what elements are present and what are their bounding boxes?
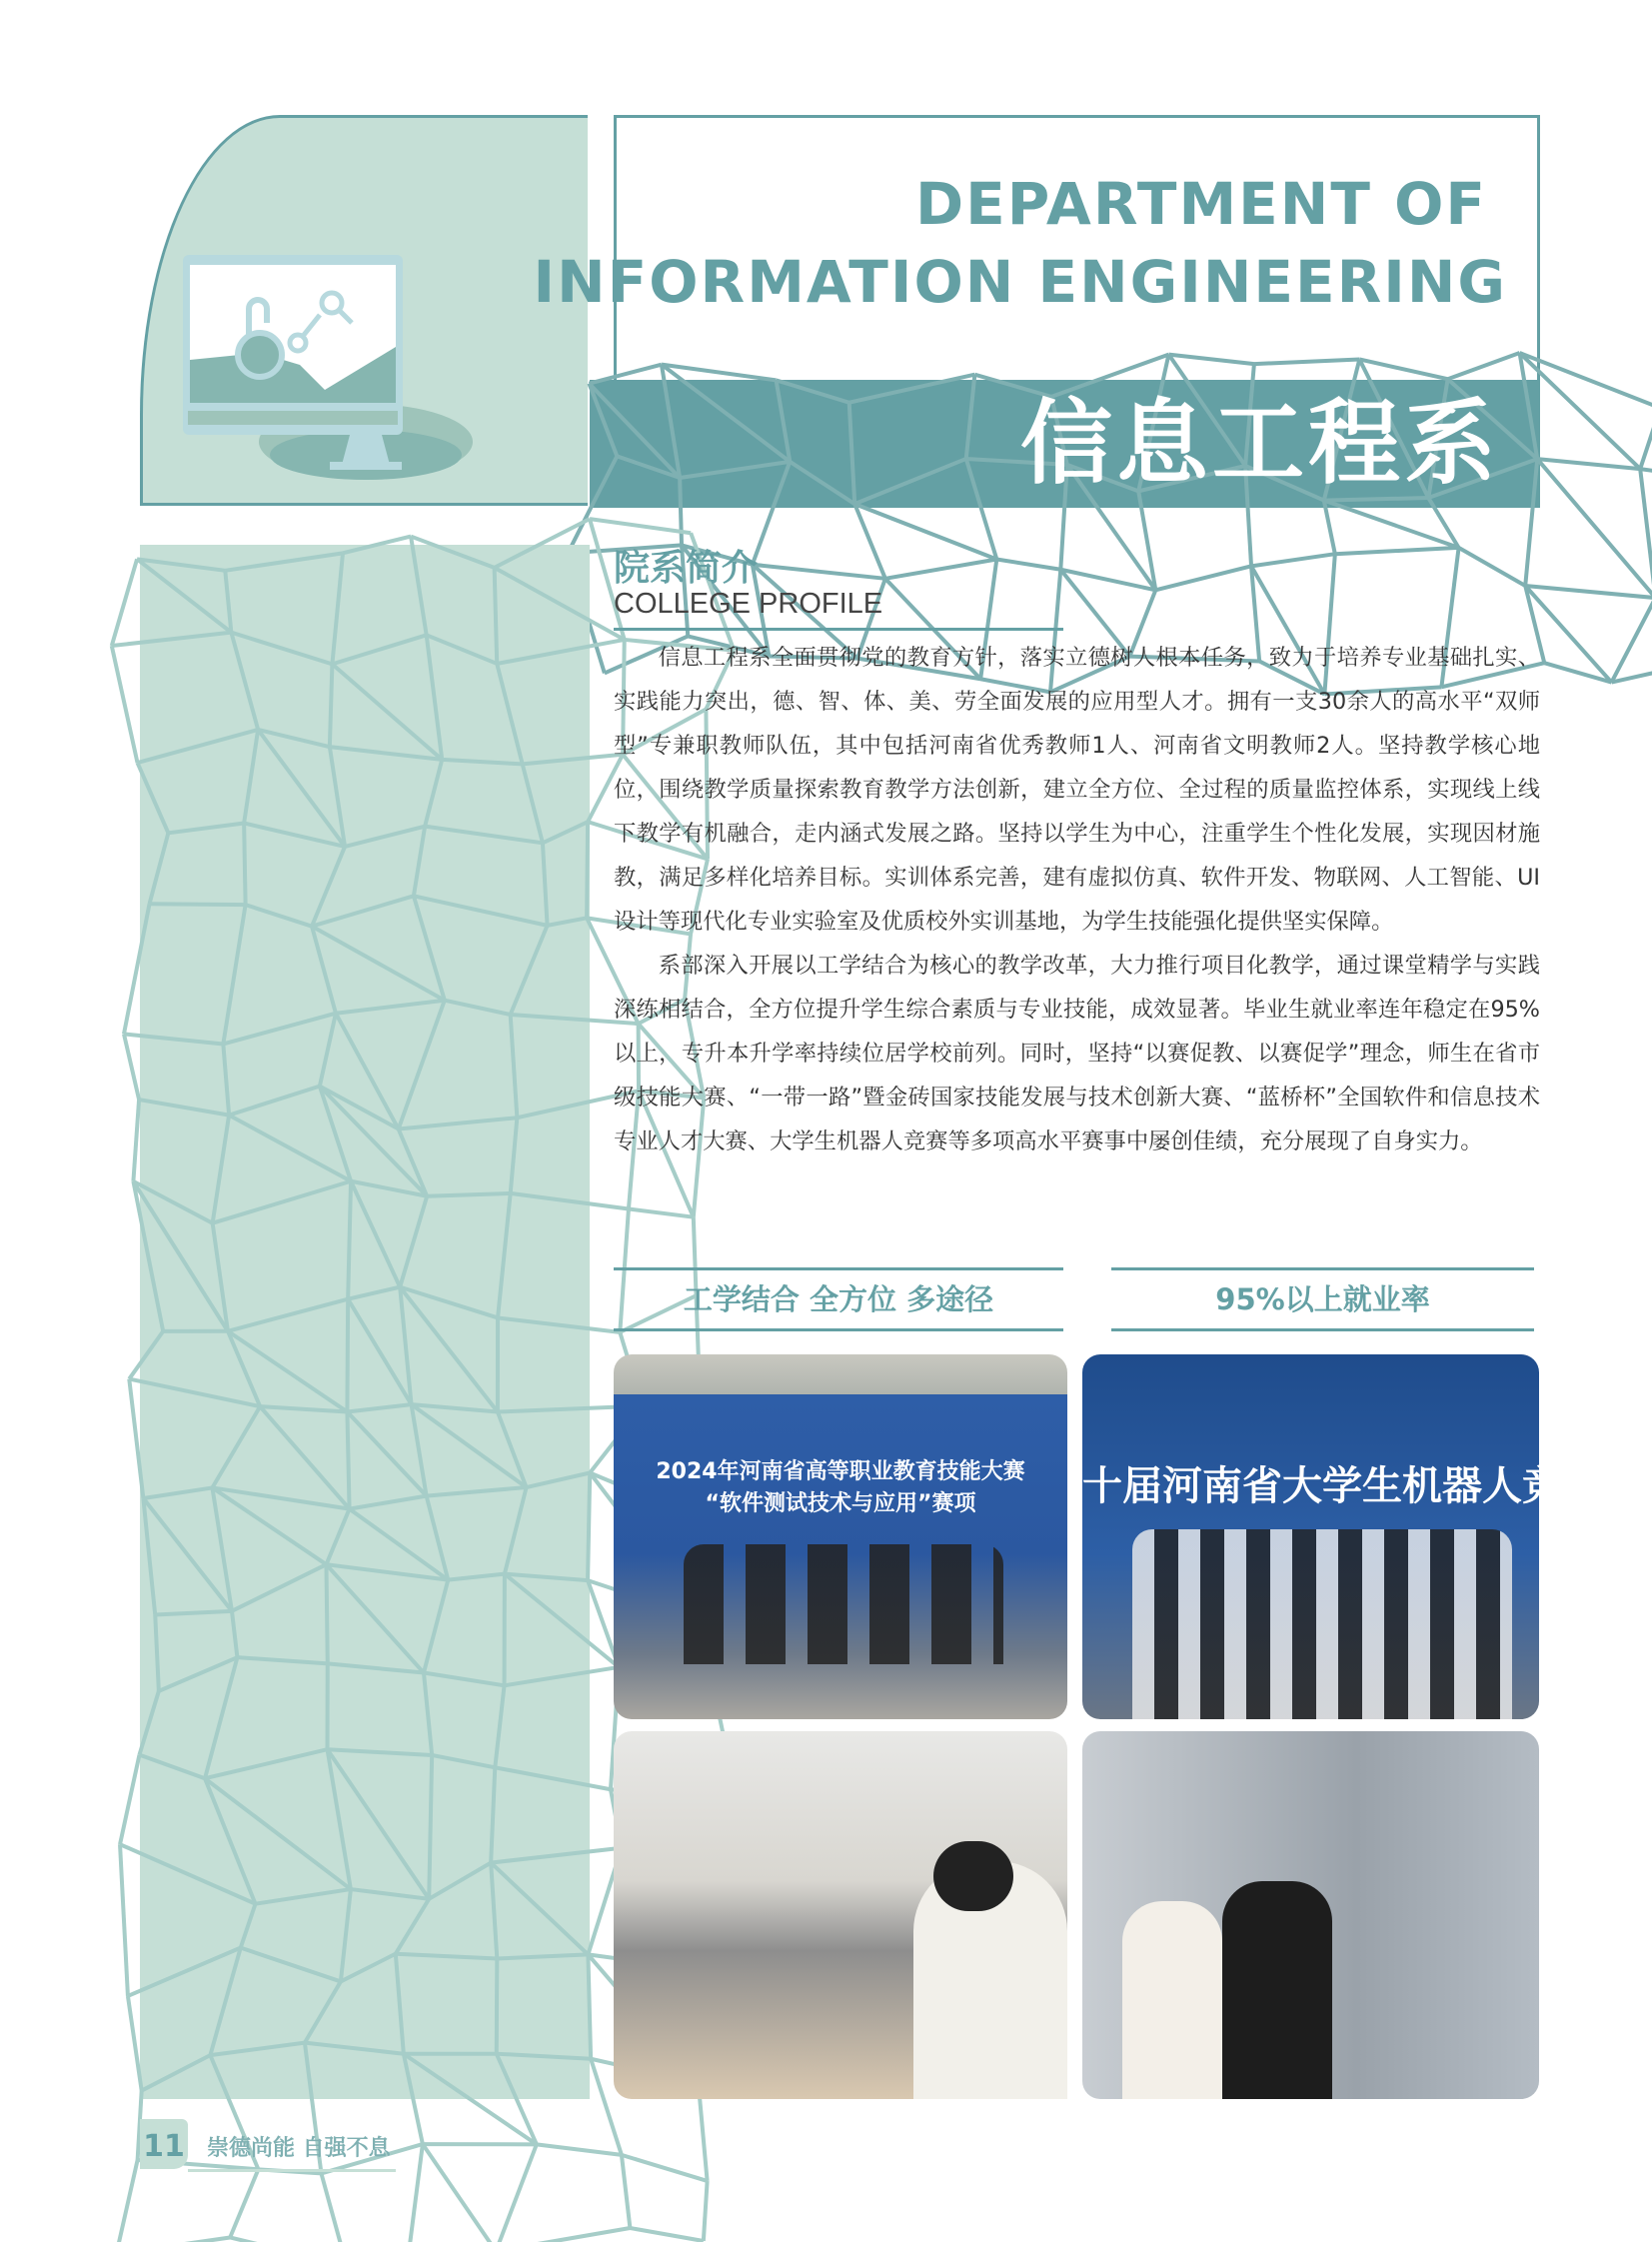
pattern-line: [244, 823, 245, 905]
pattern-line: [129, 1331, 163, 1379]
pattern-line: [142, 2055, 211, 2090]
pattern-line: [399, 1001, 445, 1129]
pattern-line: [427, 635, 498, 664]
section-subtitle: COLLEGE PROFILE: [614, 588, 883, 620]
pattern-line: [150, 904, 246, 905]
pattern-line: [351, 1181, 400, 1287]
pattern-line: [326, 1564, 327, 1663]
pattern-line: [429, 1755, 432, 1899]
pattern-line: [348, 1287, 400, 1299]
pattern-line: [423, 2144, 496, 2242]
pattern-line: [424, 1580, 448, 1673]
pattern-line: [213, 1116, 229, 1223]
pattern-line: [139, 1691, 158, 1755]
pattern-line: [143, 1487, 212, 1498]
pattern-line: [129, 1379, 143, 1498]
pattern-line: [112, 633, 232, 646]
pattern-line: [588, 1472, 590, 1580]
pattern-line: [400, 1196, 427, 1287]
pattern-line: [347, 1411, 349, 1508]
photo-exhibition-wall: [1082, 1731, 1539, 2099]
pattern-line: [548, 918, 588, 926]
pattern-line: [790, 462, 854, 504]
pattern-line: [230, 2169, 258, 2237]
pattern-line: [753, 462, 790, 565]
pattern-line: [1251, 554, 1335, 566]
pattern-line: [328, 1749, 351, 1889]
pattern-line: [680, 478, 682, 545]
pattern-line: [1537, 459, 1652, 598]
pattern-line: [213, 1181, 351, 1223]
pattern-line: [205, 1749, 328, 1778]
pattern-line: [777, 380, 849, 402]
pattern-line: [498, 1317, 620, 1331]
paragraph: 信息工程系全面贯彻党的教育方针，落实立德树人根本任务，致力于培养专业基础扎实、实践能力突出，德、智、体、美、劳全面发展的应用型人才。拥有一支30余人的高水平“双师型”专兼职教师队伍，其中包括河南省优秀教师1人、河南省文明教师2人。坚持教学核心地位，围绕教学质量探索教育教学方法创新，建立全方位、全过程的质量监控体系，实现线上线下教学有机融合，走内涵式发展之路。坚持以学生为中心，注重学生个性化发展，实现因材施教，满足多样化培养目标。实训体系完善，建有虚拟仿真、软件开发、物联网、人工智能、UI设计等现代化专业实验室及优质校外实训基地，为学生技能强化提供坚实保障。: [614, 645, 1540, 935]
pattern-line: [312, 847, 345, 927]
pattern-line: [996, 559, 1060, 569]
pattern-line: [680, 462, 790, 478]
pattern-line: [1525, 586, 1652, 598]
pattern-line: [1537, 459, 1640, 469]
photo-competition-software-testing: [614, 1354, 1067, 1719]
photo-computer-lab: [614, 1731, 1067, 2099]
pattern-line: [225, 571, 231, 633]
pattern-line: [225, 553, 343, 570]
pattern-line: [496, 2228, 630, 2242]
pattern-line: [210, 2043, 305, 2056]
pattern-line: [523, 764, 543, 843]
title-en-line1: DEPARTMENT OF: [914, 170, 1487, 238]
pattern-line: [168, 823, 244, 833]
pattern-line: [404, 2054, 423, 2144]
pattern-line: [138, 763, 169, 833]
pattern-line: [341, 1954, 396, 1982]
photo-banner-text: “软件测试技术与应用”赛项: [705, 1491, 976, 1516]
pattern-line: [1525, 459, 1537, 586]
title-en-line2: INFORMATION ENGINEERING: [533, 248, 1507, 316]
pattern-line: [629, 1209, 694, 1217]
pattern-line: [232, 1564, 326, 1611]
pattern-line: [399, 1128, 428, 1195]
pattern-line: [427, 635, 443, 760]
pattern-line: [1640, 408, 1652, 469]
pattern-line: [414, 827, 425, 897]
title-cn: 信息工程系: [1019, 390, 1500, 497]
pattern-line: [350, 1496, 427, 1509]
pattern-line: [425, 827, 543, 844]
pattern-line: [112, 559, 137, 646]
pattern-line: [498, 1193, 511, 1318]
pattern-line: [143, 1498, 155, 1614]
pattern-line: [255, 1889, 350, 1904]
pattern-line: [885, 559, 996, 578]
pattern-line: [704, 2181, 708, 2241]
pattern-line: [495, 568, 498, 664]
pattern-line: [124, 1034, 223, 1044]
pattern-line: [587, 822, 588, 918]
pattern-line: [155, 1611, 232, 1615]
pattern-line: [128, 1948, 241, 1996]
pattern-line: [345, 827, 425, 847]
pattern-line: [159, 1657, 238, 1691]
pattern-line: [330, 664, 333, 747]
pattern-line: [321, 2173, 346, 2242]
pattern-line: [231, 633, 332, 665]
pattern-line: [128, 1996, 142, 2091]
pattern-line: [432, 1755, 495, 1767]
pattern-line: [630, 2228, 703, 2241]
pattern-line: [497, 1959, 498, 2054]
pattern-line: [332, 553, 343, 664]
pattern-line: [312, 896, 414, 926]
pattern-line: [505, 1574, 588, 1580]
pattern-line: [328, 1663, 424, 1672]
pattern-line: [120, 1844, 128, 1996]
pattern-line: [124, 904, 150, 1034]
header-title-box: [533, 115, 1540, 380]
pattern-line: [622, 2155, 631, 2228]
pattern-line: [527, 1472, 591, 1487]
pattern-line: [543, 822, 588, 843]
pattern-line: [138, 730, 259, 763]
pattern-line: [424, 1673, 432, 1755]
pattern-line: [523, 755, 623, 765]
pattern-line: [237, 1657, 327, 1663]
pattern-line: [448, 1574, 505, 1580]
pattern-line: [124, 1034, 139, 1100]
pattern-line: [232, 1611, 237, 1657]
pattern-line: [543, 843, 548, 926]
pattern-line: [260, 1406, 347, 1411]
pattern-line: [1612, 598, 1652, 682]
pattern-line: [412, 1404, 498, 1411]
pattern-line: [1155, 566, 1251, 590]
pattern-line: [229, 1087, 320, 1116]
pattern-line: [230, 2237, 347, 2242]
pattern-line: [400, 1287, 498, 1318]
pattern-line: [442, 760, 522, 765]
pattern-line: [425, 760, 442, 827]
pattern-line: [244, 730, 258, 824]
pattern-line: [213, 1223, 228, 1331]
pattern-line: [116, 2160, 137, 2242]
photo-banner-text: 2024年河南省高等职业教育技能大赛: [656, 1459, 1025, 1484]
pattern-line: [348, 1181, 351, 1299]
pattern-line: [210, 1948, 240, 2056]
pattern-line: [588, 1954, 591, 2058]
pattern-line: [231, 633, 258, 730]
pattern-line: [411, 537, 427, 636]
highlight-right: 95%以上就业率: [1111, 1267, 1534, 1331]
pattern-line: [1520, 353, 1652, 408]
pattern-line: [511, 926, 548, 1015]
pattern-line: [1640, 469, 1652, 598]
pattern-line: [429, 1863, 491, 1899]
pattern-line: [537, 2144, 622, 2155]
pattern-line: [495, 1767, 611, 1789]
pattern-line: [497, 664, 522, 764]
pattern-line: [505, 1487, 527, 1574]
pattern-line: [347, 1299, 348, 1412]
pattern-line: [400, 1287, 498, 1412]
pattern-line: [497, 2054, 591, 2059]
pattern-line: [414, 896, 548, 926]
pattern-line: [330, 747, 442, 760]
pattern-line: [491, 1767, 495, 1862]
pattern-line: [495, 519, 590, 568]
pattern-line: [223, 1014, 336, 1045]
side-pattern-panel: [140, 545, 590, 2099]
pattern-line: [511, 1015, 518, 1118]
pattern-line: [241, 1904, 256, 1948]
pattern-line: [332, 664, 442, 760]
pattern-line: [511, 1118, 518, 1193]
pattern-line: [491, 1863, 497, 1959]
pattern-line: [341, 1889, 351, 1981]
pattern-line: [260, 1406, 349, 1508]
pattern-line: [155, 1614, 159, 1690]
section-divider: [614, 628, 1063, 631]
pattern-line: [326, 1564, 423, 1672]
pattern-line: [427, 1193, 510, 1196]
profile-body: [614, 636, 1540, 1163]
pattern-line: [424, 1673, 505, 1686]
pattern-line: [223, 1044, 229, 1115]
pattern-line: [396, 1899, 429, 1954]
pattern-line: [511, 1193, 629, 1209]
pattern-line: [326, 1509, 349, 1565]
pattern-line: [150, 833, 169, 904]
pattern-line: [505, 1667, 620, 1685]
pattern-line: [396, 1954, 498, 1959]
pattern-line: [407, 2144, 423, 2242]
pattern-line: [120, 1755, 139, 1845]
monitor-data-analysis-icon: [140, 115, 588, 506]
pattern-line: [328, 1749, 433, 1755]
pattern-line: [241, 1948, 341, 1982]
pattern-line: [112, 646, 138, 763]
pattern-line: [351, 1889, 429, 1899]
pattern-line: [396, 1954, 404, 2054]
pattern-line: [223, 905, 245, 1044]
crackle-pattern: [140, 545, 590, 2099]
pattern-line: [966, 375, 975, 459]
pattern-line: [336, 1001, 445, 1014]
pattern-line: [854, 459, 966, 504]
pattern-line: [305, 2043, 404, 2054]
pattern-line: [1335, 548, 1459, 554]
pattern-line: [1459, 548, 1526, 586]
pattern-line: [139, 1755, 205, 1779]
pattern-line: [399, 1118, 518, 1128]
pattern-line: [212, 1487, 326, 1564]
pattern-line: [849, 403, 855, 504]
pattern-line: [228, 1299, 348, 1331]
pattern-line: [491, 1863, 588, 1955]
pattern-line: [497, 640, 625, 664]
pattern-line: [347, 1404, 411, 1411]
pattern-line: [497, 1954, 588, 1958]
pattern-line: [212, 1406, 260, 1487]
pattern-line: [246, 905, 312, 927]
section-title: 院系简介: [614, 548, 759, 589]
pattern-line: [1324, 501, 1335, 555]
pattern-line: [496, 2144, 537, 2242]
pattern-line: [427, 1487, 527, 1496]
pattern-line: [966, 459, 997, 560]
pattern-line: [305, 1981, 341, 2042]
pattern-line: [328, 1749, 430, 1899]
pattern-line: [139, 1100, 229, 1116]
pattern-line: [622, 2155, 708, 2181]
paragraph: 系部深入开展以工学结合为核心的教学改革，大力推行项目化教学，通过课堂精学与实践深练相结合，全方位提升学生综合素质与专业技能，成效显著。毕业生就业率连年稳定在95%以上，专升本升学率持续位居学校前列。同时，坚持“以赛促教、以赛促学”理念，师生在省市级技能大赛、“一带一路”暨金砖国家技能发展与技术创新大赛、“蓝桥杯”全国软件和信息技术专业人才大赛、大学生机器人竞赛等多项高水平赛事中屡创佳绩，充分展现了自身实力。: [614, 953, 1540, 1154]
pattern-line: [133, 1100, 139, 1181]
footer-divider: [188, 2169, 396, 2172]
footer-motto: 崇德尚能 自强不息: [207, 2136, 391, 2161]
pattern-line: [205, 1657, 237, 1778]
highlight-left: 工学结合 全方位 多途径: [614, 1267, 1063, 1331]
pattern-line: [445, 1001, 511, 1015]
pattern-line: [332, 635, 426, 664]
pattern-line: [589, 384, 617, 457]
pattern-line: [753, 565, 885, 579]
photo-robot-competition: [1082, 1354, 1602, 1719]
pattern-line: [116, 2237, 230, 2242]
header-icon-panel: [140, 115, 588, 506]
header-title-band: [590, 380, 1540, 508]
pattern-line: [343, 537, 411, 554]
page-number: 11: [140, 2119, 188, 2169]
pattern-line: [491, 1848, 622, 1863]
pattern-line: [212, 1487, 349, 1508]
pattern-line: [411, 537, 495, 568]
pattern-line: [777, 380, 791, 461]
pattern-line: [590, 519, 691, 533]
pattern-line: [320, 1014, 336, 1087]
pattern-line: [495, 1685, 504, 1767]
pattern-line: [129, 1379, 260, 1407]
photo-banner-text: 十届河南省大学生机器人竞赛: [1082, 1463, 1602, 1509]
